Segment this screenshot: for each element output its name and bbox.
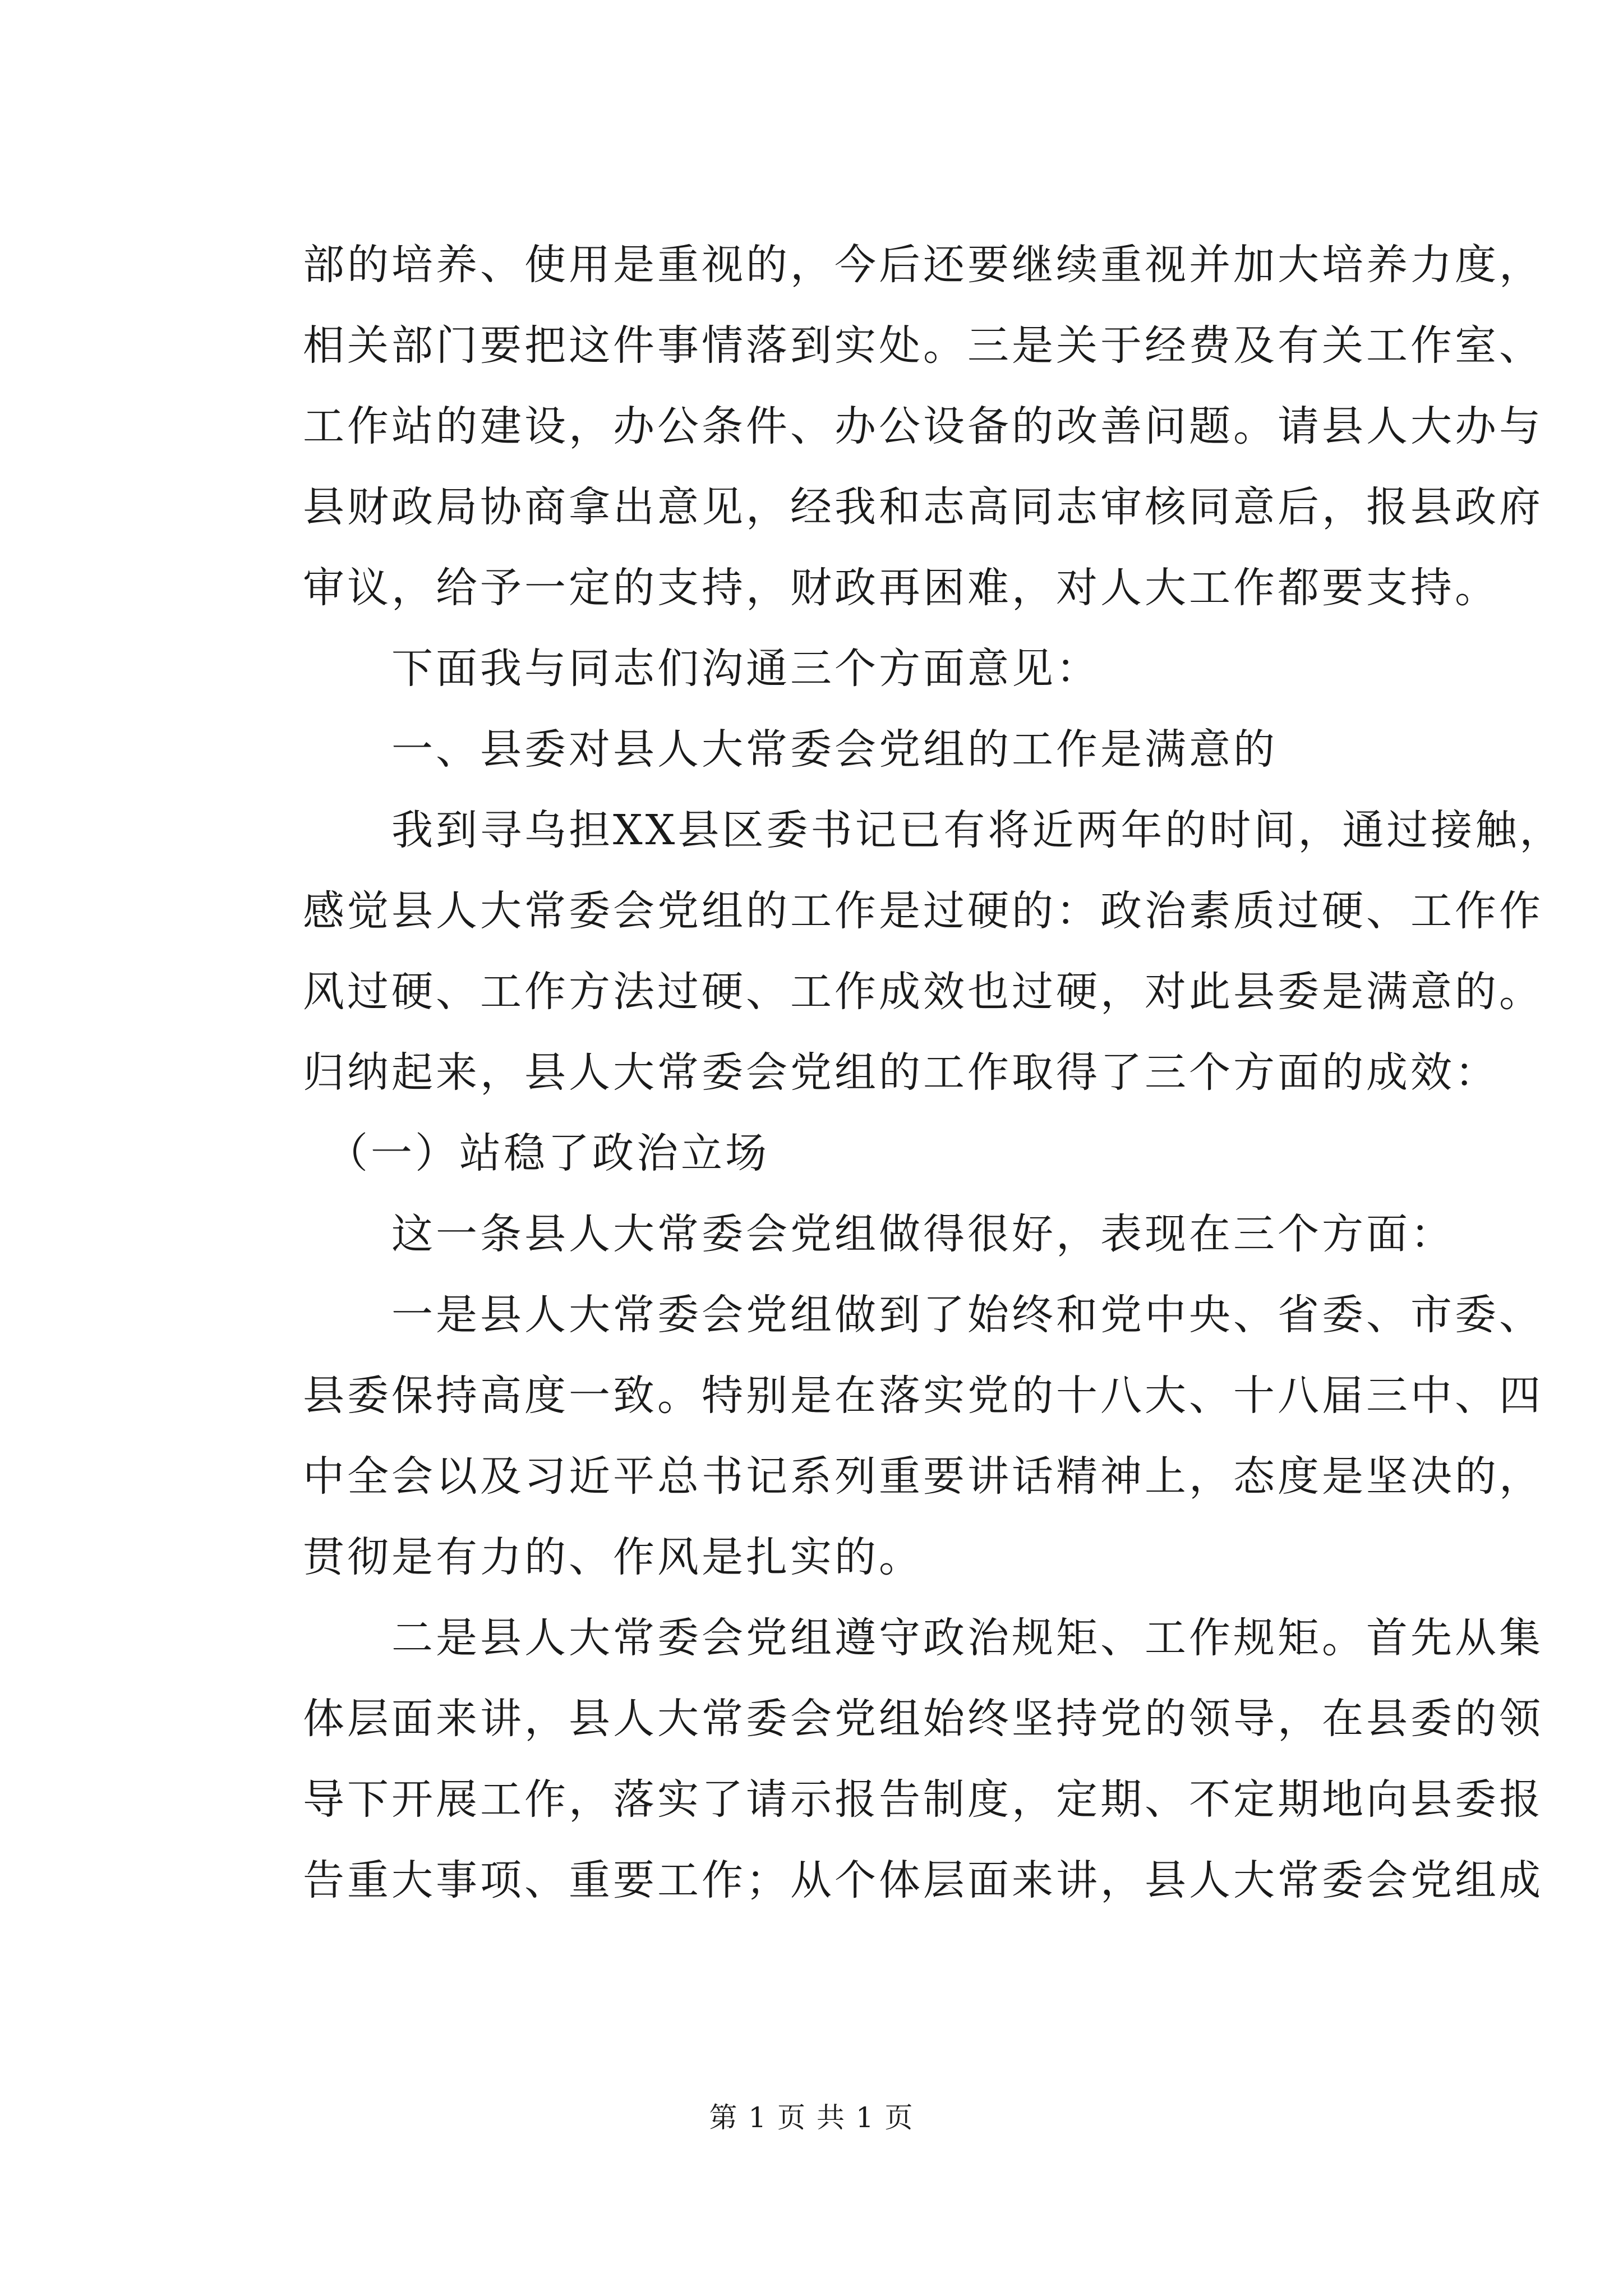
subsection-heading: （一）站稳了政治立场 [303,1129,769,1177]
text-line: 贯彻是有力的、作风是扎实的。 [303,1533,923,1581]
section-heading: 一、县委对县人大常委会党组的工作是满意的 [303,725,1278,774]
text-line: 相关部门要把这件事情落到实处。三是关于经费及有关工作室、 [303,321,1543,370]
text-line: 感觉县人大常委会党组的工作是过硬的：政治素质过硬、工作作 [303,887,1543,935]
document-body [303,224,1564,1921]
text-line: 体层面来讲，县人大常委会党组始终坚持党的领导，在县委的领 [303,1695,1543,1743]
text-line: 工作站的建设，办公条件、办公设备的改善问题。请县人大办与 [303,402,1543,450]
text-line: 中全会以及习近平总书记系列重要讲话精神上，态度是坚决的， [303,1452,1543,1501]
text-line: 一是县人大常委会党组做到了始终和党中央、省委、市委、 [303,1291,1543,1339]
text-line: 部的培养、使用是重视的，今后还要继续重视并加大培养力度， [303,241,1543,289]
text-line: 县财政局协商拿出意见，经我和志高同志审核同意后，报县政府 [303,483,1543,531]
text-line: 风过硬、工作方法过硬、工作成效也过硬，对此县委是满意的。 [303,968,1543,1016]
text-line: 县委保持高度一致。特别是在落实党的十八大、十八届三中、四 [303,1372,1543,1420]
page-footer [0,2101,1623,2134]
page-number: 第 1 页 共 1 页 [709,2101,914,2134]
text-line: 审议，给予一定的支持，财政再困难，对人大工作都要支持。 [303,564,1499,612]
text-line: 告重大事项、重要工作；从个体层面来讲，县人大常委会党组成 [303,1856,1543,1904]
text-line: 二是县人大常委会党组遵守政治规矩、工作规矩。首先从集 [303,1614,1543,1662]
text-line: 这一条县人大常委会党组做得很好，表现在三个方面： [303,1210,1455,1258]
text-line: 下面我与同志们沟通三个方面意见： [303,645,1100,693]
text-line: 归纳起来，县人大常委会党组的工作取得了三个方面的成效： [303,1048,1499,1097]
text-line: 导下开展工作，落实了请示报告制度，定期、不定期地向县委报 [303,1775,1543,1824]
text-line: 我到寻乌担XX县区委书记已有将近两年的时间，通过接触， [303,806,1564,854]
